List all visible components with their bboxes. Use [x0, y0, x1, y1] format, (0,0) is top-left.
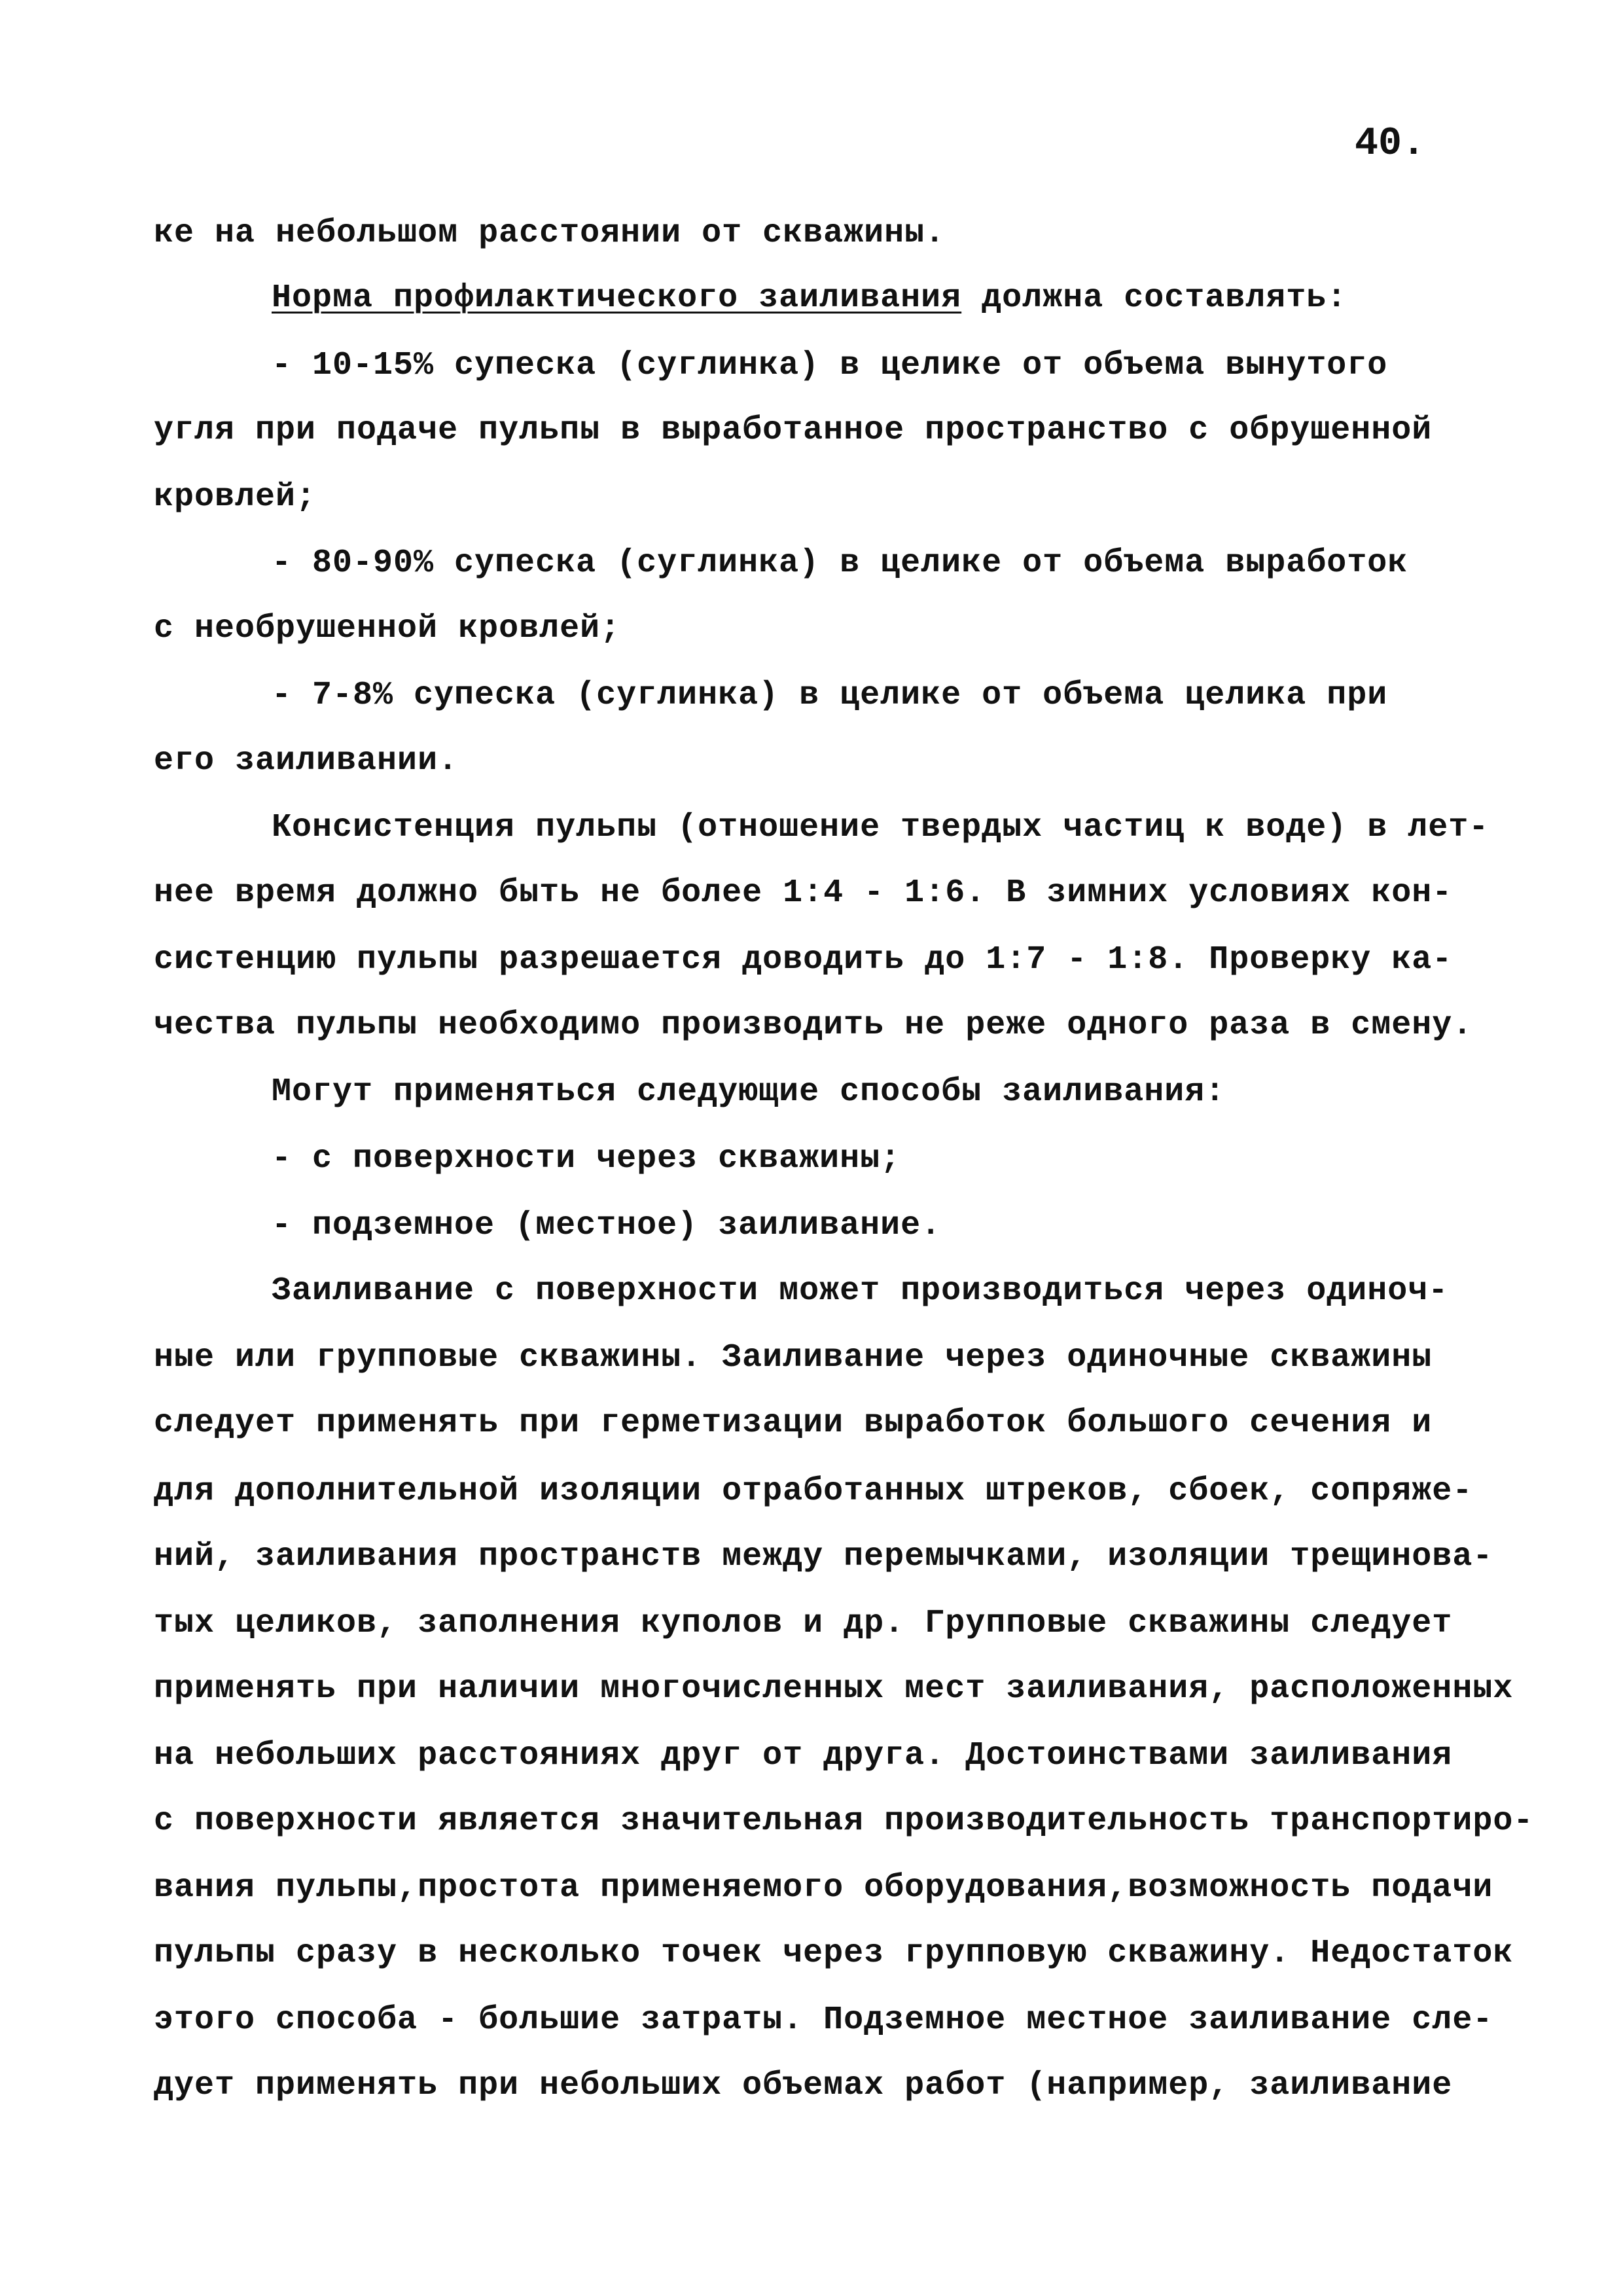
text-line: ний, заиливания пространств между перемычками, изоляции трещинова-: [154, 1538, 1493, 1575]
text-line: пульпы сразу в несколько точек через групповую скважину. Недостаток: [154, 1935, 1514, 1972]
text-line: применять при наличии многочисленных мест заиливания, расположенных: [154, 1670, 1514, 1708]
text-line: систенцию пульпы разрешается доводить до 1:7 - 1:8. Проверку ка-: [154, 941, 1453, 978]
text-line: с необрушенной кровлей;: [154, 610, 621, 647]
text-line: для дополнительной изоляции отработанных штреков, сбоек, сопряже-: [154, 1473, 1473, 1510]
norm-heading-line: [272, 276, 1347, 321]
text-line: - 80-90% супеска (суглинка) в целике от объема выработок: [272, 545, 1408, 582]
text-line: Заиливание с поверхности может производиться через одиноч-: [272, 1272, 1449, 1310]
text-line: нее время должно быть не более 1:4 - 1:6. В зимних условиях кон-: [154, 874, 1453, 912]
text-line: кровлей;: [154, 478, 317, 516]
norm-heading-underlined: Норма профилактического заиливания: [272, 279, 962, 317]
text-line: ные или групповые скважины. Заиливание через одиночные скважины: [154, 1339, 1433, 1376]
text-line: этого способа - большие затраты. Подземное местное заиливание сле-: [154, 2001, 1493, 2039]
text-line: с поверхности является значительная производительность транспортиро-: [154, 1803, 1534, 1840]
text-line: - с поверхности через скважины;: [272, 1140, 901, 1177]
norm-heading-rest: должна составлять:: [961, 279, 1347, 317]
text-line: - 10-15% супеска (суглинка) в целике от объема вынутого: [272, 347, 1388, 384]
text-line: ке на небольшом расстоянии от скважины.: [154, 215, 946, 252]
text-line: следует применять при герметизации выработок большого сечения и: [154, 1405, 1433, 1442]
text-line: Консистенция пульпы (отношение твердых частиц к воде) в лет-: [272, 809, 1489, 846]
text-line: дует применять при небольших объемах работ (например, заиливание: [154, 2067, 1453, 2104]
text-line: вания пульпы,простота применяемого оборудования,возможность подачи: [154, 1869, 1493, 1907]
text-line: - подземное (местное) заиливание.: [272, 1207, 942, 1244]
page-number: 40.: [1355, 122, 1426, 166]
text-line: на небольших расстояниях друг от друга. Достоинствами заиливания: [154, 1737, 1453, 1774]
text-line: чества пульпы необходимо производить не реже одного раза в смену.: [154, 1007, 1473, 1044]
text-line: - 7-8% супеска (суглинка) в целике от объема целика при: [272, 677, 1388, 714]
text-line: угля при подаче пульпы в выработанное пространство с обрушенной: [154, 412, 1433, 449]
text-line: его заиливании.: [154, 742, 459, 780]
text-line: тых целиков, заполнения куполов и др. Групповые скважины следует: [154, 1605, 1453, 1642]
text-line: Могут применяться следующие способы заиливания:: [272, 1073, 1226, 1111]
